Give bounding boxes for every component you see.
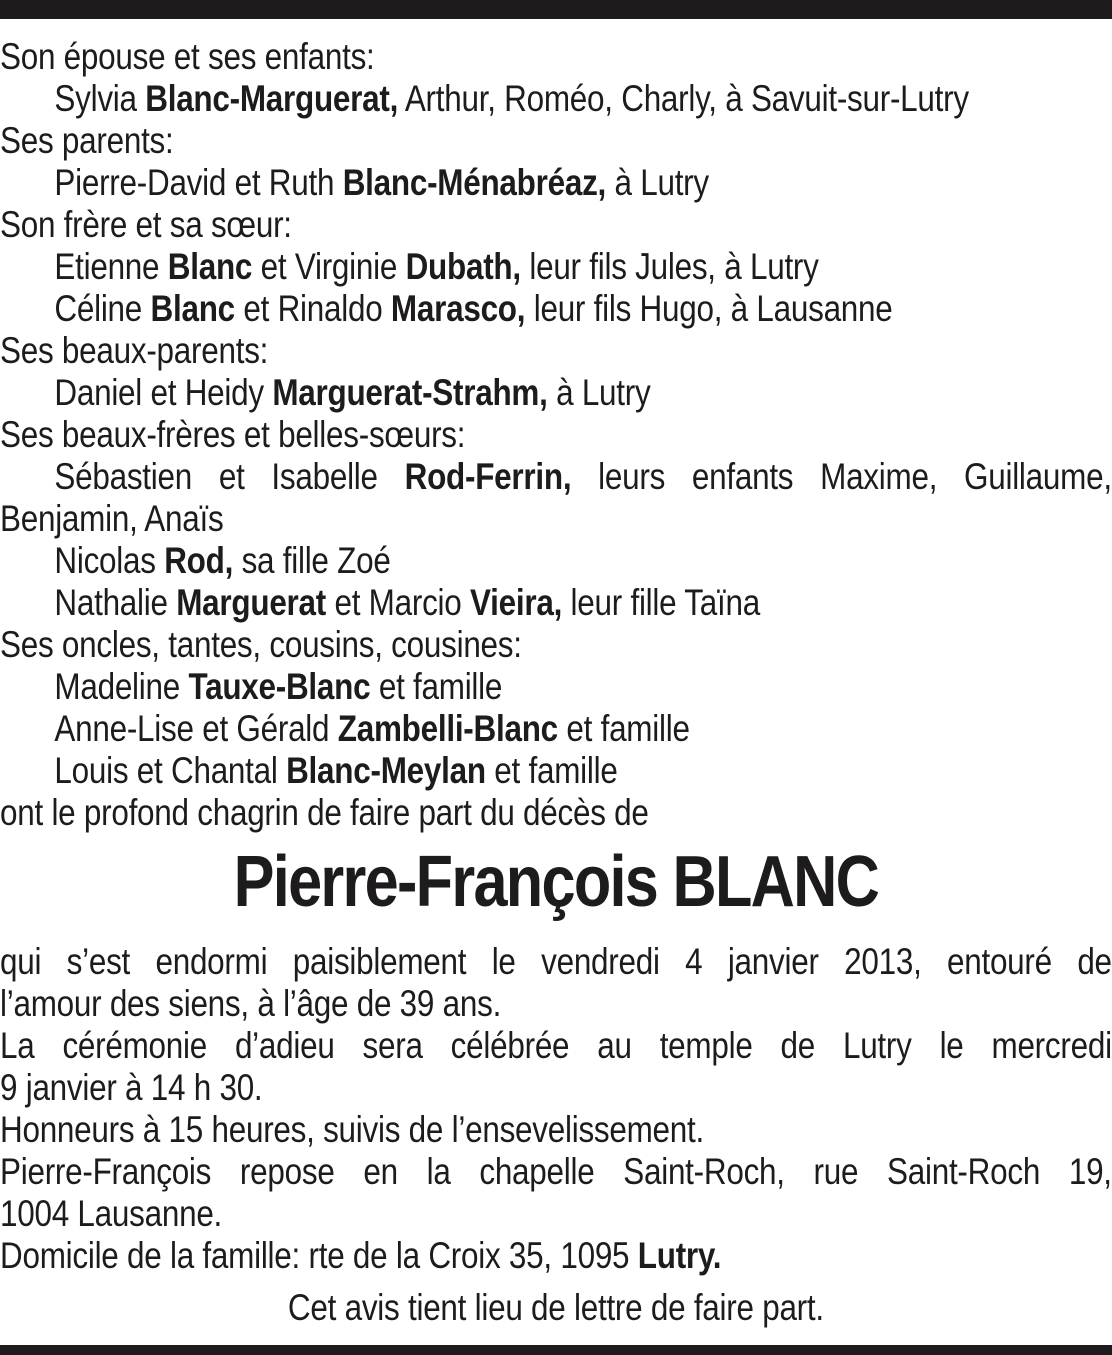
notice-line	[0, 750, 1112, 792]
notice-line	[0, 1193, 1112, 1235]
notice-line	[0, 792, 1112, 834]
text-run: 1004 Lausanne.	[0, 1193, 223, 1234]
text-run: Domicile de la famille: rte de la Croix 35, 1095	[0, 1235, 638, 1276]
text-run: leur fils Jules, à Lutry	[520, 246, 819, 287]
text-run: qui s’est endormi paisiblement le vendredi 4 janvier 2013, entouré de	[0, 941, 1112, 982]
notice-line	[0, 414, 1112, 456]
text-run: Nicolas	[54, 540, 165, 581]
text-run: La cérémonie d’adieu sera célébrée au temple de Lutry le mercredi	[0, 1025, 1112, 1066]
notice-line	[0, 204, 1112, 246]
text-run: Sylvia	[54, 78, 146, 119]
surname-bold: Blanc-Marguerat,	[145, 78, 399, 119]
notice-line	[0, 540, 1112, 582]
text-run: Céline	[54, 288, 151, 329]
family-list	[0, 36, 1112, 834]
notice-line	[0, 708, 1112, 750]
surname-bold: Lutry.	[637, 1235, 722, 1276]
notice-line	[0, 941, 1112, 983]
announcement-text	[0, 941, 1112, 1277]
text-run: à Lutry	[547, 372, 651, 413]
notice-line	[0, 1109, 1112, 1151]
text-run: Louis et Chantal	[54, 750, 287, 791]
bottom-border-rule	[0, 1345, 1112, 1355]
notice-line	[0, 1235, 1112, 1277]
text-run: et famille	[557, 708, 690, 749]
surname-bold: Blanc	[167, 246, 253, 287]
text-run: Honneurs à 15 heures, suivis de l’ensevelissement.	[0, 1109, 704, 1150]
notice-line	[0, 330, 1112, 372]
text-run: Son épouse et ses enfants:	[0, 36, 375, 77]
text-run: l’amour des siens, à l’âge de 39 ans.	[0, 983, 502, 1024]
surname-bold: Marguerat	[176, 582, 327, 623]
closing-line: Cet avis tient lieu de lettre de faire part.	[287, 1287, 824, 1328]
notice-line	[0, 78, 1112, 120]
text-run: Madeline	[54, 666, 189, 707]
text-run: Pierre-David et Ruth	[54, 162, 343, 203]
surname-bold: Blanc-Ménabréaz,	[342, 162, 607, 203]
notice-line	[0, 983, 1112, 1025]
notice-line	[0, 288, 1112, 330]
surname-bold: Rod,	[164, 540, 234, 581]
text-run: 9 janvier à 14 h 30.	[0, 1067, 263, 1108]
notice-line	[0, 624, 1112, 666]
notice-line	[0, 372, 1112, 414]
text-run: leur fils Hugo, à Lausanne	[525, 288, 893, 329]
text-run: Ses beaux-parents:	[0, 330, 269, 371]
notice-line	[0, 582, 1112, 624]
notice-line	[0, 162, 1112, 204]
text-run: Ses beaux-frères et belles-sœurs:	[0, 414, 466, 455]
text-run: ont le profond chagrin de faire part du décès de	[0, 792, 649, 833]
text-run: Son frère et sa sœur:	[0, 204, 292, 245]
surname-bold: Dubath,	[405, 246, 521, 287]
text-run: et Rinaldo	[234, 288, 391, 329]
text-run: Sébastien et Isabelle	[54, 456, 405, 497]
text-run: et famille	[485, 750, 618, 791]
text-run: et Virginie	[252, 246, 406, 287]
top-border-rule	[0, 0, 1112, 19]
notice-line	[0, 120, 1112, 162]
notice-line	[0, 456, 1112, 498]
notice-line	[0, 1025, 1112, 1067]
notice-line	[0, 36, 1112, 78]
text-run: sa fille Zoé	[233, 540, 391, 581]
text-run: et famille	[370, 666, 503, 707]
text-run: leurs enfants Maxime, Guillaume,	[571, 456, 1112, 497]
text-run: Etienne	[54, 246, 168, 287]
text-run: leur fille Taïna	[562, 582, 760, 623]
text-run: Ses oncles, tantes, cousins, cousines:	[0, 624, 522, 665]
text-run: Benjamin, Anaïs	[0, 498, 224, 539]
notice-line	[0, 498, 1112, 540]
surname-bold: Tauxe-Blanc	[188, 666, 371, 707]
surname-bold: Marguerat-Strahm,	[272, 372, 548, 413]
notice-content	[0, 36, 1112, 1329]
notice-line	[0, 1151, 1112, 1193]
surname-bold: Zambelli-Blanc	[337, 708, 558, 749]
text-run: Nathalie	[54, 582, 177, 623]
notice-line	[0, 666, 1112, 708]
surname-bold: Vieira,	[470, 582, 563, 623]
text-run: Daniel et Heidy	[54, 372, 273, 413]
notice-line	[0, 1067, 1112, 1109]
text-run: Ses parents:	[0, 120, 174, 161]
surname-bold: Rod-Ferrin,	[404, 456, 572, 497]
text-run: Arthur, Roméo, Charly, à Savuit-sur-Lutry	[398, 78, 969, 119]
surname-bold: Marasco,	[390, 288, 526, 329]
text-run: et Marcio	[326, 582, 471, 623]
surname-bold: Blanc	[150, 288, 235, 329]
text-run: Anne-Lise et Gérald	[54, 708, 338, 749]
text-run: Pierre-François repose en la chapelle Saint-Roch, rue Saint-Roch 19,	[0, 1151, 1112, 1192]
surname-bold: Blanc-Meylan	[286, 750, 486, 791]
notice-line	[0, 246, 1112, 288]
deceased-name: Pierre-François BLANC	[233, 842, 879, 922]
text-run: à Lutry	[606, 162, 709, 203]
